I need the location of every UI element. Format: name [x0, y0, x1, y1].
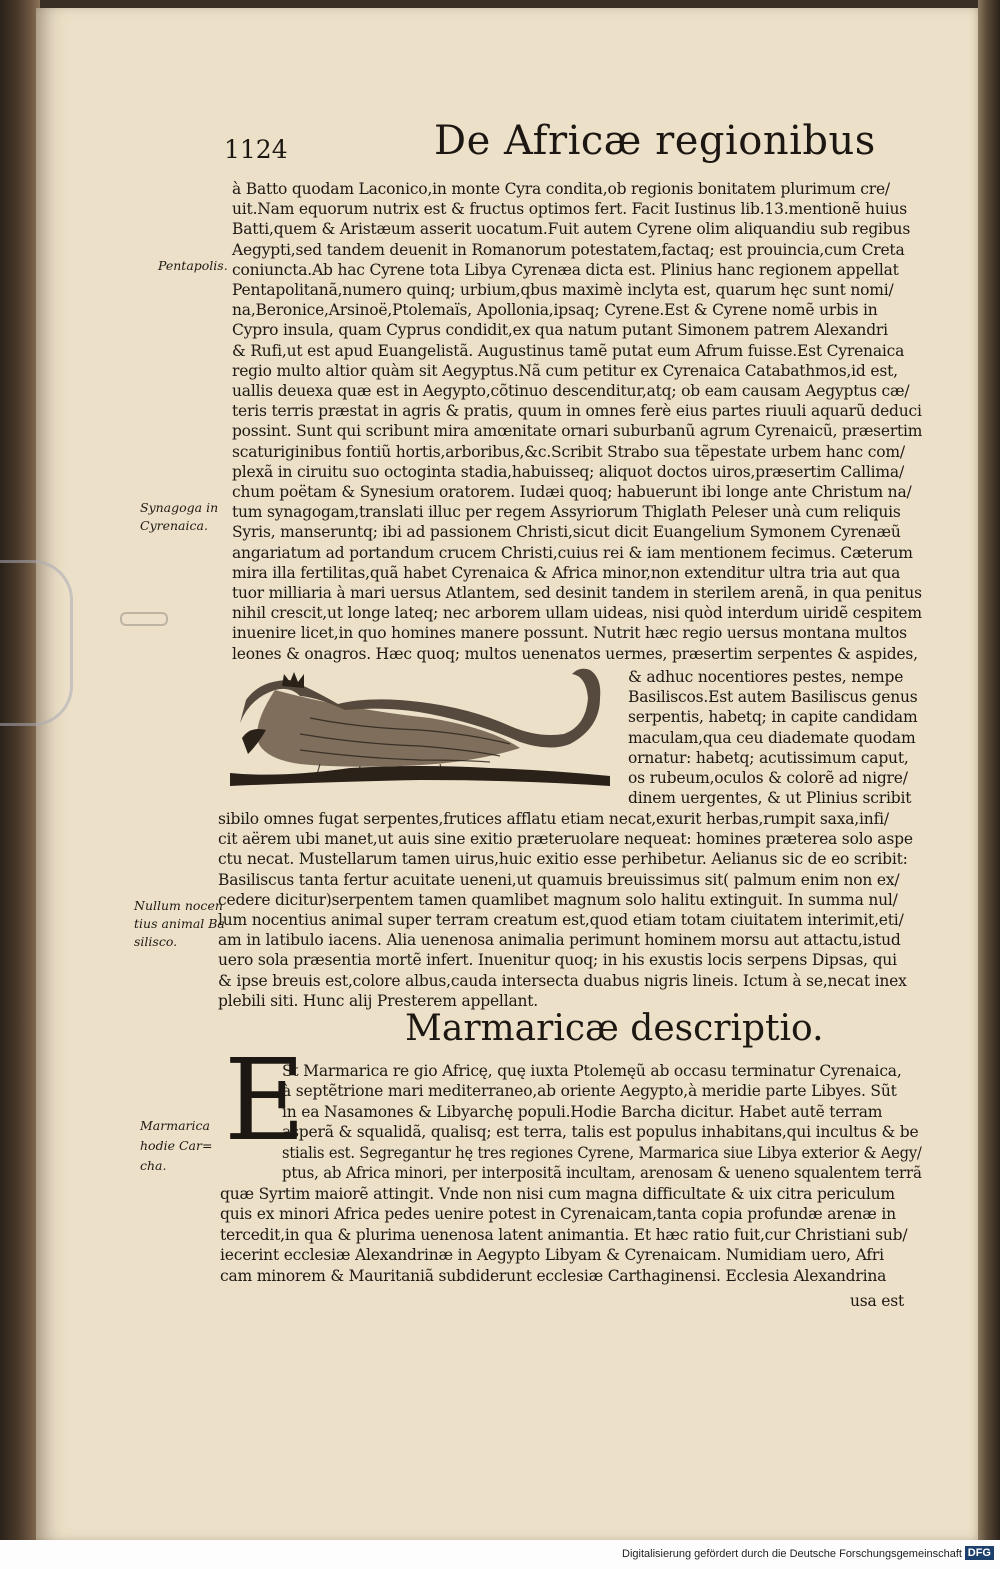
body-lines-line: tuor milliaria à mari uersus Atlantem, sed desinit tandem in sterilem arenã, in qua penitus — [232, 584, 922, 602]
lower-lines-line: cedere dicitur)serpentem tamen quamlibet magnum solo halitu extinguit. In summa nul/ — [218, 890, 898, 909]
lower-lines-line: plebili siti. Hunc alij Presterem appellant. — [218, 991, 539, 1010]
drop-cap-initial: E — [224, 1036, 306, 1166]
body-lines-line: coniuncta.Ab hac Cyrene tota Libya Cyrenæa dicta est. Plinius hanc regionem appellat — [232, 260, 899, 279]
margin-note-pentapolis: Pentapolis. — [158, 258, 228, 273]
book-spine — [0, 0, 40, 1569]
body-lines-line: uit.Nam equorum nutrix est & fructus optimos fert. Facit Iustinus lib.13.mentionẽ huius — [232, 200, 907, 219]
section-lines-indented-line: à septẽtrione mari mediterraneo,ab oriente Aegypto,à meridie parte Libyes. Sũt — [282, 1082, 897, 1101]
lower-lines-line: sibilo omnes fugat serpentes,frutices afflatu etiam necat,exurit herbas,rumpit saxa,infi/ — [218, 810, 889, 828]
margin-note-nullum-2: tius animal Ba — [134, 916, 225, 931]
body-lines-line: à Batto quodam Laconico,in monte Cyra condita,ob regionis bonitatem plurimum cre/ — [232, 180, 890, 198]
footer-credit: Digitalisierung gefördert durch die Deutsche Forschungsgemeinschaft — [622, 1548, 962, 1560]
body-lines-line: Cypro insula, quam Cyprus condidit,ex qua natum putant Simonem patrem Alexandri — [232, 321, 888, 340]
page-number: 1124 — [224, 135, 288, 164]
lower-lines-line: ctu necat. Mustellarum tamen uirus,huic exitio esse perhibetur. Aelianus sic de eo scribit: — [218, 850, 908, 869]
body-lines-line: Pentapolitanã,numero quinq; urbium,qbus maximè inclyta est, quarum hęc sunt nomi/ — [232, 281, 894, 299]
beside-lines-line: Basiliscos.Est autem Basiliscus genus — [628, 688, 918, 707]
lower-lines-line: am in latibulo iacens. Alia uenenosa animalia perimunt hominem morsu aut attactu,istud — [218, 931, 901, 950]
dfg-logo: DFG — [965, 1546, 994, 1560]
lower-lines-line: cit aërem ubi manet,ut auis sine exitio præteruolare nequeat: homines præterea solo aspe — [218, 830, 913, 849]
section-lines-line: quæ Syrtim maiorẽ attingit. Vnde non nisi cum magna difficultate & uix citra periculum — [220, 1185, 895, 1203]
body-lines-line: & Rufi,ut est apud Euangelistã. Augustinus tamẽ putat eum Afrum fuisse.Est Cyrenaica — [232, 341, 905, 360]
beside-lines-line: os rubeum,oculos & colorẽ ad nigre/ — [628, 769, 908, 787]
margin-note-marmarica-1: Marmarica — [140, 1118, 210, 1133]
margin-note-synagoga-1: Synagoga in — [140, 500, 219, 515]
body-lines-line: inuenire licet,in quo homines manere possunt. Nutrit hæc regio uersus montana multos — [232, 624, 907, 643]
body-lines-line: teris terris præstat in agris & pratis, quum in omnes ferè eius partes riuuli aquarũ deduci — [232, 402, 922, 421]
margin-note-nullum-1: Nullum nocen — [134, 898, 223, 913]
beside-lines-line: & adhuc nocentiores pestes, nempe — [628, 668, 904, 686]
body-lines-line: tum synagogam,translati illuc per regem Assyriorum Thiglath Peleser unà cum reliquis — [232, 503, 901, 522]
margin-note-marmarica-3: cha. — [140, 1158, 167, 1173]
page-edge — [978, 0, 1000, 1569]
body-lines-line: Aegypti,sed tandem deuenit in Romanorum potestatem,factaq; est prouincia,cum Creta — [232, 240, 905, 259]
lower-lines-line: lum nocentius animal super terram creatum est,quod etiam totam ciuitatem interimit,eti/ — [218, 911, 904, 929]
section-lines-indented-line: ptus, ab Africa minori, per interpositã incultam, arenosam & ueneno squalentem terrã — [282, 1164, 922, 1182]
beside-lines-line: serpentis, habetq; in capite candidam — [628, 708, 918, 727]
body-lines-line: chum poëtam & Synesium oratorem. Iudæi quoq; habuerunt ibi longe ante Christum na/ — [232, 483, 912, 501]
section-lines-line: iecerint ecclesiæ Alexandrinæ in Aegypto Libyam & Cyrenaicam. Numidiam uero, Afri — [220, 1246, 884, 1265]
basilisk-woodcut-image — [220, 668, 620, 806]
body-lines-line: uallis deuexa quæ est in Aegypto,cõtinuo descenditur,atq; ob eam causam Aegyptus cæ/ — [232, 382, 910, 400]
section-lines-line: cam minorem & Mauritaniã subdiderunt ecclesiæ Carthaginensi. Ecclesia Alexandrina — [220, 1266, 887, 1285]
beside-lines-line: dinem uergentes, & ut Plinius scribit — [628, 789, 912, 808]
body-lines-line: nihil crescit,ut longe lateq; nec arborem ullam uideas, nisi quòd interdum uiridẽ cespitem — [232, 604, 922, 623]
margin-note-nullum-3: silisco. — [134, 934, 178, 949]
section-lines-indented-line: St Marmarica re gio Africę, quę iuxta Ptolemęũ ab occasu terminatur Cyrenaica, — [282, 1062, 902, 1080]
body-lines-line: plexã in ciruitu suo octoginta stadia,habuisseq; aliquot doctos uiros,præsertim Callima/ — [232, 462, 904, 481]
paper-clip-shadow — [0, 560, 73, 726]
body-lines-line: mira illa fertilitas,quã habet Cyrenaica & Africa minor,non extenditur ultra tria aut qua — [232, 563, 901, 582]
body-lines-line: regio multo altior quàm sit Aegyptus.Nã cum petitur ex Cyrenaica Catabathmos,id est, — [232, 361, 898, 380]
margin-note-synagoga-2: Cyrenaica. — [140, 518, 208, 533]
body-lines-line: leones & onagros. Hæc quoq; multos uenenatos uermes, præsertim serpentes & aspides, — [232, 644, 918, 663]
body-lines-line: angariatum ad portandum crucem Christi,cuius rei & iam mentionem fecimus. Cæterum — [232, 543, 913, 562]
section-lines-line: tercedit,in qua & plurima uenenosa latent animantia. Et hæc ratio fuit,cur Christiani sub/ — [220, 1225, 908, 1244]
beside-lines-line: maculam,qua ceu diademate quodam — [628, 728, 916, 747]
beside-lines-line: ornatur: habetq; acutissimum caput, — [628, 748, 909, 767]
body-lines-line: na,Beronice,Arsinoë,Ptolemaïs, Apollonia,ipsaq; Cyrene.Est & Cyrene nomẽ urbis in — [232, 301, 878, 320]
lower-lines-line: Basiliscus tanta fertur acuitate ueneni,ut quamuis breuissimus sit( palmum enim non ex/ — [218, 870, 900, 889]
section-lines-indented-line: asperã & squalidã, qualisq; est terra, talis est populus inhabitans,qui incultus & be — [282, 1123, 919, 1142]
body-lines-line: Batti,quem & Aristæum asserit uocatum.Fuit autem Cyrene olim aliquandiu sub regibus — [232, 220, 911, 239]
section-lines-indented-line: stialis est. Segregantur hę tres regiones Cyrene, Marmarica siue Libya exterior & Aegy/ — [282, 1143, 922, 1162]
margin-note-marmarica-2: hodie Car= — [140, 1138, 213, 1153]
paper-clip-tip — [120, 612, 168, 626]
body-lines-line: Syris, manseruntq; ibi ad passionem Christi,sicut dicit Euangelium Symonem Cyrenæũ — [232, 523, 901, 542]
catchword: usa est — [850, 1292, 905, 1310]
body-lines-line: scaturiginibus fontiũ hortis,arboribus,&c.Scribit Strabo sua tẽpestate urbem hanc com/ — [232, 442, 905, 461]
running-head: De Africæ regionibus — [434, 118, 876, 164]
lower-lines-line: uero sola præsentia mortẽ infert. Inuenitur quoq; in his exustis locis serpens Dipsas, qui — [218, 951, 897, 970]
body-lines-line: possint. Sunt qui scribunt mira amœnitate ornari suburbanũ agrum Cyrenaicũ, præsertim — [232, 422, 923, 441]
section-lines-line: quis ex minori Africa pedes uenire potest in Cyrenaicam,tanta copia profundæ arenæ in — [220, 1205, 896, 1224]
lower-lines-line: & ipse breuis est,colore albus,cauda intersecta duabus nigris lineis. Ictum à se,necat inex — [218, 971, 907, 990]
section-title: Marmaricæ descriptio. — [405, 1008, 824, 1049]
section-lines-indented-line: in ea Nasamones & Libyarchę populi.Hodie Barcha dicitur. Habet autẽ terram — [282, 1102, 883, 1121]
